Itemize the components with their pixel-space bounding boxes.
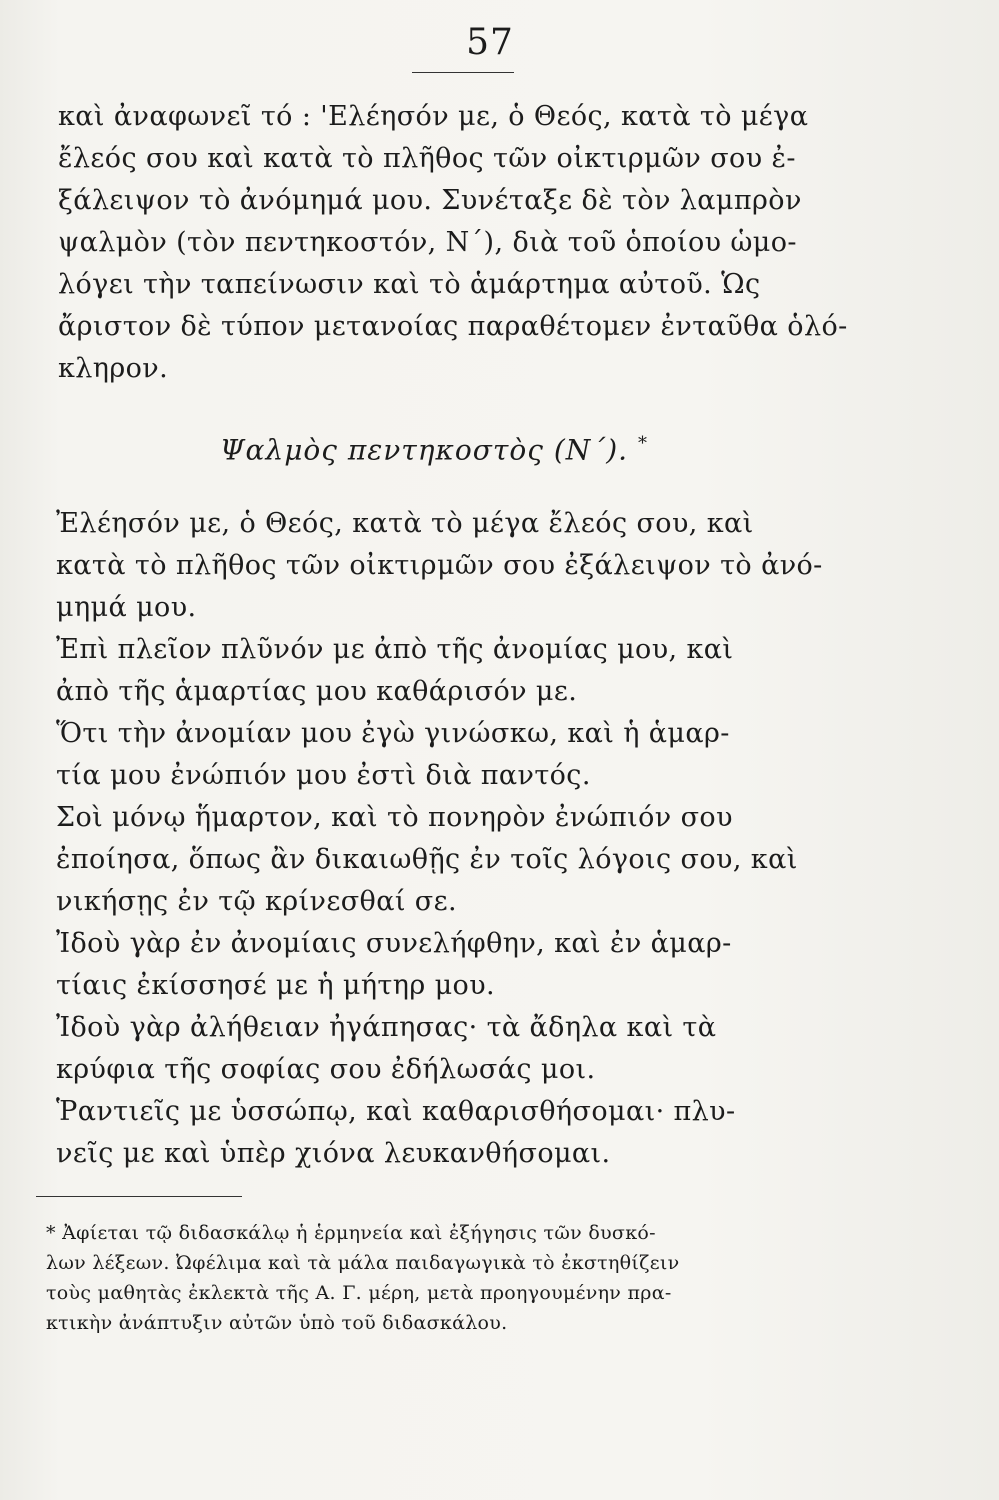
- intro-line: ἔλεός σου καὶ κατὰ τὸ πλῆθος τῶν οἰκτιρμῶν σου ἐ-: [58, 143, 796, 174]
- verse-line: νεῖς με καὶ ὑπὲρ χιόνα λευκανθήσομαι.: [56, 1138, 611, 1169]
- psalm-title-text: Ψαλμὸς πεντηκοστὸς (Ν΄).: [220, 433, 629, 467]
- footnote-line: λων λέξεων. Ὠφέλιμα καὶ τὰ μάλα παιδαγωγικὰ τὸ ἐκστηθίζειν: [46, 1252, 680, 1274]
- verse-line: Ἐλέησόν με, ὁ Θεός, κατὰ τὸ μέγα ἔλεός σου, καὶ: [56, 508, 754, 539]
- verse-line: Σοὶ μόνῳ ἥμαρτον, καὶ τὸ πονηρὸν ἐνώπιόν σου: [56, 802, 733, 833]
- footnote-line: τοὺς μαθητὰς ἐκλεκτὰ τῆς Α. Γ. μέρη, μετὰ προηγουμένην πρα-: [46, 1282, 672, 1304]
- verse: [56, 629, 876, 713]
- verse: [56, 797, 876, 923]
- verse-line: νικήσῃς ἐν τῷ κρίνεσθαί σε.: [56, 886, 458, 917]
- verse: [56, 1091, 876, 1175]
- intro-line: καὶ ἀναφωνεῖ τό : 'Ελέησόν με, ὁ Θεός, κατὰ τὸ μέγα: [58, 101, 809, 132]
- psalm-title: [220, 422, 740, 472]
- footnote-rule: [36, 1196, 242, 1197]
- verse-line: Ὅτι τὴν ἀνομίαν μου ἐγὼ γινώσκω, καὶ ἡ ἁμαρ-: [56, 718, 730, 749]
- verse-line: Ἐπὶ πλεῖον πλῦνόν με ἀπὸ τῆς ἀνομίας μου, καὶ: [56, 634, 734, 665]
- intro-line: ψαλμὸν (τὸν πεντηκοστόν, Ν΄), διὰ τοῦ ὁποίου ὡμο-: [58, 227, 797, 258]
- verse-line: κρύφια τῆς σοφίας σου ἐδήλωσάς μοι.: [56, 1054, 596, 1085]
- verse-line: Ἰδοὺ γὰρ ἀλήθειαν ἠγάπησας· τὰ ἄδηλα καὶ τὰ: [56, 1012, 717, 1043]
- verse: [56, 923, 876, 1007]
- verse: [56, 503, 876, 629]
- verse-line: κατὰ τὸ πλῆθος τῶν οἰκτιρμῶν σου ἐξάλειψον τὸ ἀνό-: [56, 550, 823, 581]
- verse-line: Ῥαντιεῖς με ὑσσώπῳ, καὶ καθαρισθήσομαι· πλυ-: [56, 1096, 736, 1127]
- intro-line: ἄριστον δὲ τύπον μετανοίας παραθέτομεν ἐνταῦθα ὁλό-: [58, 311, 848, 342]
- intro-paragraph: [58, 96, 858, 390]
- psalm-body: [56, 503, 876, 1175]
- verse-line: τίαις ἐκίσσησέ με ἡ μήτηρ μου.: [56, 970, 496, 1001]
- intro-line: κληρον.: [58, 353, 169, 384]
- intro-line: ξάλειψον τὸ ἀνόμημά μου. Συνέταξε δὲ τὸν λαμπρὸν: [58, 185, 802, 216]
- verse-line: ἐποίησα, ὅπως ἂν δικαιωθῇς ἐν τοῖς λόγοις σου, καὶ: [56, 844, 798, 875]
- footnote-marker: *: [637, 433, 648, 454]
- page-number: 57: [466, 22, 514, 63]
- verse-line: Ἰδοὺ γὰρ ἐν ἀνομίαις συνελήφθην, καὶ ἐν ἁμαρ-: [56, 928, 732, 959]
- verse-line: μημά μου.: [56, 592, 197, 623]
- verse-line: ἀπὸ τῆς ἁμαρτίας μου καθάρισόν με.: [56, 676, 578, 707]
- page-number-rule: [412, 72, 514, 73]
- verse: [56, 1007, 876, 1091]
- verse-line: τία μου ἐνώπιόν μου ἐστὶ διὰ παντός.: [56, 760, 591, 791]
- verse: [56, 713, 876, 797]
- footnote-line: * Ἀφίεται τῷ διδασκάλῳ ἡ ἑρμηνεία καὶ ἐξήγησις τῶν δυσκό-: [46, 1222, 656, 1244]
- footnote: [46, 1218, 866, 1338]
- footnote-line: κτικὴν ἀνάπτυξιν αὐτῶν ὑπὸ τοῦ διδασκάλου.: [46, 1312, 508, 1334]
- intro-line: λόγει τὴν ταπείνωσιν καὶ τὸ ἁμάρτημα αὐτοῦ. Ὡς: [58, 269, 761, 300]
